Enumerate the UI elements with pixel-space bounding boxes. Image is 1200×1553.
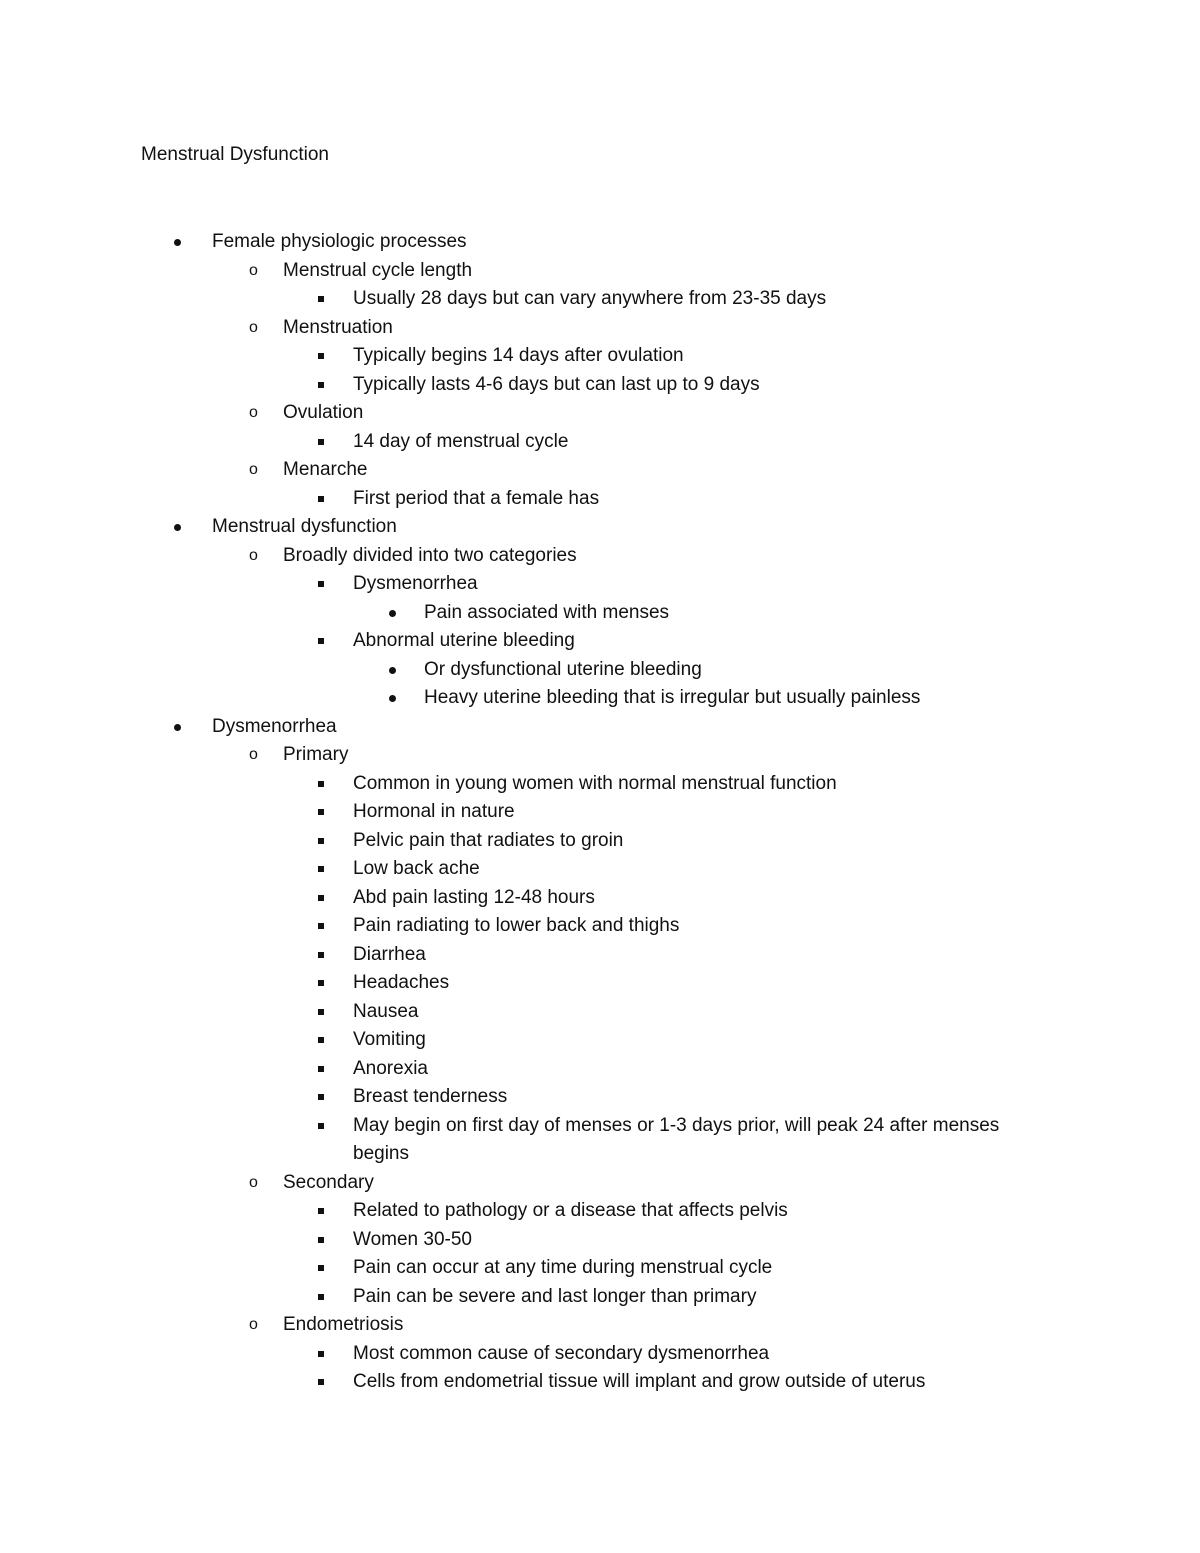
- outline-item-level-1: [212, 715, 337, 739]
- outline-item-text: May begin on first day of menses or 1-3 days prior, will peak 24 after menses: [353, 1114, 1000, 1136]
- outline-item-level-4: [424, 686, 920, 710]
- outline-item-continuation: begins: [353, 1143, 409, 1164]
- outline-item-text: Menstruation: [283, 316, 393, 338]
- outline-item-level-3: [353, 772, 837, 796]
- outline-item-level-3: [353, 430, 568, 454]
- outline-item-text: Typically begins 14 days after ovulation: [353, 345, 684, 366]
- outline-item-text: Nausea: [353, 1000, 419, 1022]
- outline-item-level-3: [353, 800, 515, 824]
- bullet-circle-icon: o: [249, 746, 258, 763]
- outline-item-text: Women 30-50: [353, 1228, 472, 1250]
- outline-item-text: Cells from endometrial tissue will implant and grow outside of uterus: [353, 1371, 926, 1392]
- outline-item-level-1: [212, 230, 467, 254]
- bullet-circle-icon: o: [249, 1316, 258, 1333]
- outline-item-level-3: [353, 629, 575, 653]
- outline-item-text: Usually 28 days but can vary anywhere from 23-35 days: [353, 288, 827, 309]
- outline-item-text: Common in young women with normal menstrual function: [353, 772, 837, 794]
- outline-item-level-3: [353, 914, 679, 938]
- outline-item-level-3: [353, 1228, 472, 1252]
- outline-item-text: Hormonal in nature: [353, 801, 515, 822]
- outline-item-level-3: [353, 1370, 925, 1394]
- outline-item-level-3: [353, 1199, 788, 1223]
- outline-item-text: Heavy uterine bleeding that is irregular but usually painless: [424, 687, 921, 708]
- outline-item-text: Breast tenderness: [353, 1086, 508, 1107]
- outline-item-text: Vomiting: [353, 1029, 426, 1050]
- bullet-circle-icon: o: [249, 461, 258, 478]
- outline-item-text: Menstrual cycle length: [283, 259, 473, 281]
- outline-item-text: Low back ache: [353, 858, 480, 879]
- outline-item-level-3: [353, 1028, 426, 1052]
- bullet-circle-icon: o: [249, 318, 258, 336]
- document-title: Menstrual Dysfunction: [141, 144, 329, 165]
- bullet-circle-icon: o: [249, 546, 258, 564]
- bullet-circle-icon: o: [249, 261, 258, 279]
- outline-item-text: Abd pain lasting 12-48 hours: [353, 886, 595, 908]
- bullet-circle-icon: o: [249, 404, 258, 421]
- outline-item-level-3: [353, 287, 826, 311]
- outline-item-text: 14 day of menstrual cycle: [353, 430, 569, 452]
- outline-item-level-3: [353, 1114, 999, 1167]
- outline-item-text: Abnormal uterine bleeding: [353, 630, 575, 651]
- outline-item-text: Or dysfunctional uterine bleeding: [424, 658, 702, 680]
- outline-item-level-2: [249, 1171, 374, 1195]
- outline-item-level-3: [353, 1000, 419, 1024]
- outline-item-text: Ovulation: [283, 402, 364, 423]
- outline-item-text: Diarrhea: [353, 943, 426, 965]
- outline-item-text: Related to pathology or a disease that affects pelvis: [353, 1200, 788, 1221]
- outline-item-text: Dysmenorrhea: [212, 715, 337, 737]
- outline-item-level-3: [353, 971, 449, 995]
- outline-item-level-2: [249, 316, 393, 340]
- outline-item-text: Broadly divided into two categories: [283, 544, 577, 566]
- outline-item-level-3: [353, 572, 478, 596]
- outline-item-text: Most common cause of secondary dysmenorrhea: [353, 1342, 770, 1364]
- outline-item-text: Pain can occur at any time during menstrual cycle: [353, 1257, 773, 1278]
- outline-item-level-1: [212, 515, 397, 539]
- outline-item-text: Pain radiating to lower back and thighs: [353, 915, 680, 936]
- outline-item-level-3: [353, 886, 595, 910]
- outline-item-text: Pelvic pain that radiates to groin: [353, 829, 624, 851]
- outline-item-text: Typically lasts 4-6 days but can last up to 9 days: [353, 373, 760, 395]
- outline-item-text: Menarche: [283, 459, 368, 480]
- outline-item-text: Endometriosis: [283, 1314, 404, 1335]
- outline-item-text: Anorexia: [353, 1057, 428, 1079]
- outline-item-level-3: [353, 943, 426, 967]
- outline-item-level-3: [353, 344, 684, 368]
- bullet-circle-icon: o: [249, 1173, 258, 1191]
- outline-item-level-2: [249, 458, 368, 482]
- outline-item-text: Pain can be severe and last longer than primary: [353, 1285, 757, 1307]
- outline-item-text: Female physiologic processes: [212, 231, 467, 252]
- outline-item-level-2: [249, 544, 577, 568]
- outline-item-level-3: [353, 829, 623, 853]
- outline-item-level-2: [249, 259, 473, 283]
- outline-item-level-3: [353, 1256, 772, 1280]
- outline-item-level-3: [353, 1057, 428, 1081]
- outline-item-level-3: [353, 1342, 769, 1366]
- outline-item-level-3: [353, 1285, 756, 1309]
- outline-item-text: Pain associated with menses: [424, 601, 670, 623]
- outline-item-text: Menstrual dysfunction: [212, 516, 397, 537]
- outline-item-text: Headaches: [353, 972, 450, 993]
- outline-item-level-2: [249, 743, 349, 767]
- outline-item-level-4: [424, 601, 669, 625]
- outline-item-level-3: [353, 857, 480, 881]
- outline-item-level-3: [353, 373, 760, 397]
- outline-item-text: First period that a female has: [353, 487, 600, 509]
- outline-item-level-2: [249, 401, 364, 425]
- outline-item-text: Secondary: [283, 1171, 374, 1193]
- outline-item-text: Primary: [283, 744, 349, 765]
- outline-item-level-4: [424, 658, 702, 682]
- outline-item-level-2: [249, 1313, 404, 1337]
- outline-item-level-3: [353, 1085, 507, 1109]
- outline-item-text: Dysmenorrhea: [353, 573, 478, 594]
- outline-item-level-3: [353, 487, 599, 511]
